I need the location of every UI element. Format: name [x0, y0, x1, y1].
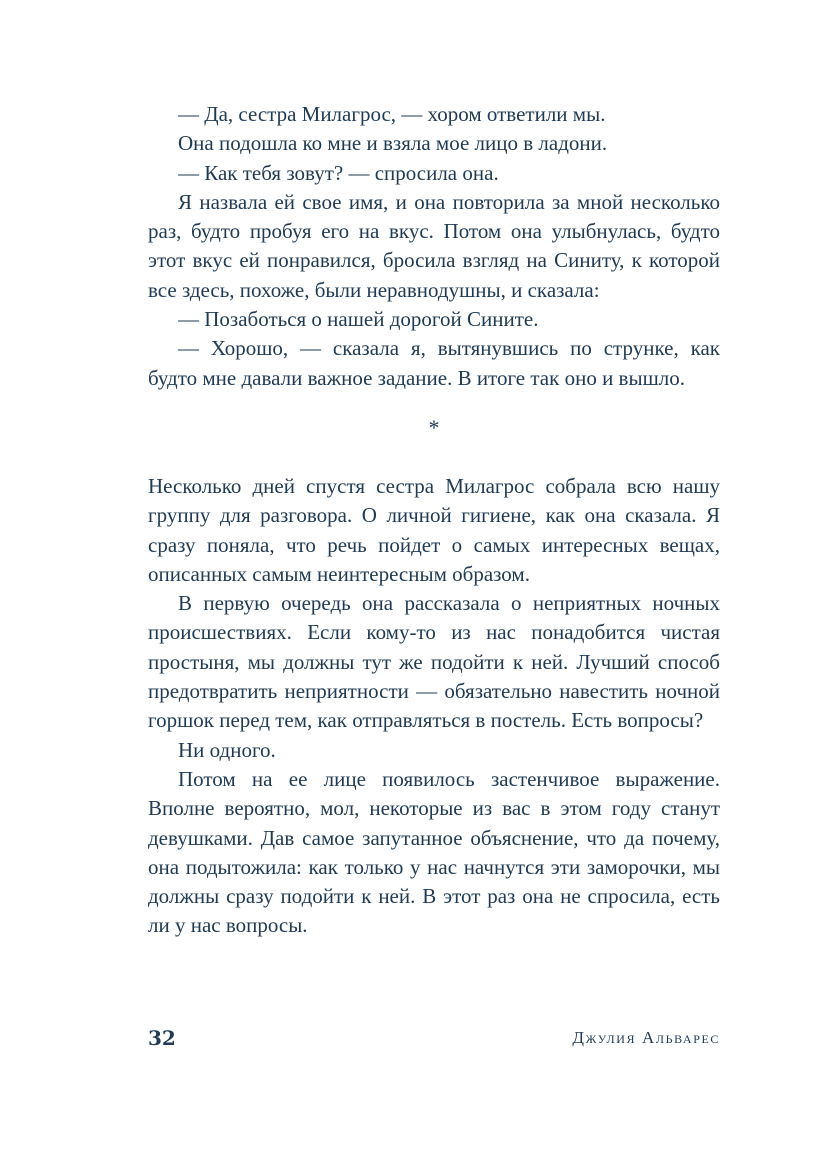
running-head-author: Джулия Альварес: [572, 1028, 720, 1047]
paragraph: — Хорошо, — сказала я, вытянувшись по струнке, как будто мне давали важное задание. В итоге так оно и вышло.: [148, 336, 720, 390]
section-one: [148, 100, 720, 393]
paragraph: Я назвала ей свое имя, и она повторила за мной несколько раз, будто пробуя его на вкус. Потом она улыбнулась, будто этот вкус ей понравился, бросила взгляд на Синиту, к которой все здесь, похоже, были неравнодушны, и сказала:: [148, 189, 720, 302]
paragraph: — Позаботься о нашей дорогой Сините.: [178, 307, 539, 332]
paragraph: Несколько дней спустя сестра Милагрос собрала всю нашу группу для разговора. О личной гигиене, как она сказала. Я сразу поняла, что речь пойдет о самых интересных вещах, описанных самым неинтересным образом.: [148, 473, 720, 586]
paragraph: В первую очередь она рассказала о неприятных ночных происшествиях. Если кому-то из нас понадобится чистая простыня, мы должны тут же подойти к ней. Лучший способ предотвратить неприятности — обязательно навестить ночной горшок перед тем, как отправляться в постель. Есть вопросы?: [148, 591, 720, 733]
paragraph: Потом на ее лице появилось застенчивое выражение. Вполне вероятно, мол, некоторые из вас в этом году станут девушками. Дав самое запутанное объяснение, что да почему, она подытожила: как только у нас начнутся эти заморочки, мы должны сразу подойти к ней. В этот раз она не спросила, есть ли у нас вопросы.: [148, 766, 720, 938]
paragraph: — Как тебя зовут? — спросила она.: [178, 160, 499, 185]
section-two: [148, 472, 720, 941]
paragraph: Ни одного.: [178, 737, 276, 762]
page-footer: [148, 1026, 720, 1054]
page-number: 32: [148, 1026, 176, 1050]
section-separator: *: [428, 414, 440, 440]
page-body: [148, 100, 720, 941]
paragraph: — Да, сестра Милагрос, — хором ответили мы.: [178, 102, 606, 126]
paragraph: Она подошла ко мне и взяла мое лицо в ладони.: [178, 131, 608, 156]
